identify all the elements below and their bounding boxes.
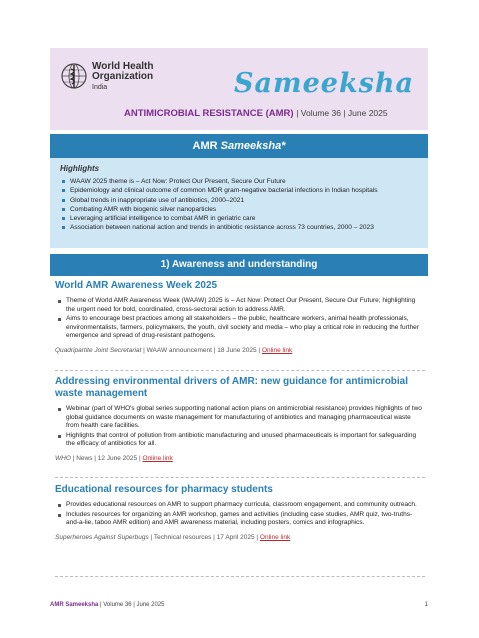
newsletter-title-band xyxy=(50,134,428,158)
article-bullet: Highlights that control of pollution from antibiotic manufacturing and unused pharmaceuticals is important for safeguarding the efficacy of antibiotics for all. xyxy=(55,432,425,449)
article-title: Addressing environmental drivers of AMR: new guidance for antimicrobial waste management xyxy=(55,376,409,399)
article-bullets xyxy=(55,501,425,528)
footer-meta: | Volume 36 | June 2025 xyxy=(98,602,165,608)
org-country: India xyxy=(92,84,108,91)
article-bullet: Aims to encourage best practices among all stakeholders – the public, healthcare workers, animal health professionals, environmentalists, farmers, policymakers, the youth, civil society and media – who play a critical role in reducing the further emergence and spread of drug-resistant pathogens. xyxy=(55,315,425,341)
highlights-title: Highlights xyxy=(60,164,100,173)
online-link[interactable]: Online link xyxy=(142,454,173,462)
article-divider xyxy=(55,477,425,478)
highlight-item: Association between national action and trends in antibiotic resistance across 73 countries, 2000 – 2023 xyxy=(60,223,418,232)
section-heading: 1) Awareness and understanding xyxy=(50,254,428,276)
article-bullets xyxy=(55,297,425,341)
highlight-item: Leveraging artificial intelligence to combat AMR in geriatric care xyxy=(60,214,418,223)
article-waste-guidance xyxy=(55,376,425,462)
who-wordmark xyxy=(92,62,153,93)
article-source xyxy=(55,347,425,354)
article-source xyxy=(55,455,425,462)
source-meta: | News | 12 June 2025 | xyxy=(70,454,143,462)
highlight-item: Epidemiology and clinical outcome of common MDR gram-negative bacterial infections in Indian hospitals xyxy=(60,186,418,195)
article-bullet: Includes resources for organizing an AMR workshop, games and activities (including case studies, AMR quiz, two-truths-and-a-lie, taboo AMR edition) and AMR awareness material, including posters, comics and infographics. xyxy=(55,511,425,528)
article-bullet: Theme of World AMR Awareness Week (WAAW) 2025 is – Act Now: Protect Our Present, Secure Our Future; highlighting the urgent need for bold, coordinated, cross-sectoral action to address AMR. xyxy=(55,297,425,314)
article-title: World AMR Awareness Week 2025 xyxy=(55,280,218,291)
sameeksha-logo: Sameeksha xyxy=(234,68,414,99)
article-divider xyxy=(55,576,425,577)
page-number: 1 xyxy=(424,602,428,608)
article-bullet: Provides educational resources on AMR to support pharmacy curricula, classroom engagement, and community outreach. xyxy=(55,501,425,510)
online-link[interactable]: Online link xyxy=(259,533,291,541)
article-waaw xyxy=(55,280,425,354)
volume-info: | Volume 36 | June 2025 xyxy=(296,108,388,118)
highlights-box xyxy=(50,158,428,248)
highlight-item: Global trends in inappropriate use of antibiotics, 2000–2021 xyxy=(60,196,418,205)
org-line-2: Organization xyxy=(92,71,154,82)
org-line-1: World Health xyxy=(92,61,154,72)
article-divider xyxy=(55,370,425,371)
footer-title: AMR Sameeksha xyxy=(50,602,99,608)
article-source xyxy=(55,534,425,541)
who-emblem-icon xyxy=(60,62,88,90)
highlights-list xyxy=(60,177,418,233)
article-pharmacy-resources xyxy=(55,484,425,541)
article-title: Educational resources for pharmacy students xyxy=(55,484,273,495)
band-prefix: AMR xyxy=(192,140,221,152)
article-bullet: Webinar (part of WHO's global series supporting national action plans on antimicrobial resistance) provides highlights of two global guidance documents on waste management for manufacturing of antibiotics and managing pharmaceutical waste from health care facilities. xyxy=(55,405,425,431)
source-org: WHO xyxy=(55,454,71,462)
highlight-item: Combating AMR with biogenic silver nanoparticles xyxy=(60,205,418,214)
highlight-item: WAAW 2025 theme is – Act Now: Protect Our Present, Secure Our Future xyxy=(60,177,418,186)
subject-title: ANTIMICROBIAL RESISTANCE (AMR) xyxy=(124,108,294,119)
article-bullets xyxy=(55,405,425,449)
source-org: Quadripartite Joint Secretariat xyxy=(55,346,142,354)
issue-subheading xyxy=(124,108,388,119)
online-link[interactable]: Online link xyxy=(261,346,293,354)
page-footer xyxy=(50,602,428,608)
source-meta: | WAAW announcement | 18 June 2025 | xyxy=(141,346,262,354)
source-meta: | Technical resources | 17 April 2025 | xyxy=(148,533,260,541)
source-org: Superheroes Against Superbugs xyxy=(55,533,149,541)
band-title: Sameeksha* xyxy=(220,140,286,152)
